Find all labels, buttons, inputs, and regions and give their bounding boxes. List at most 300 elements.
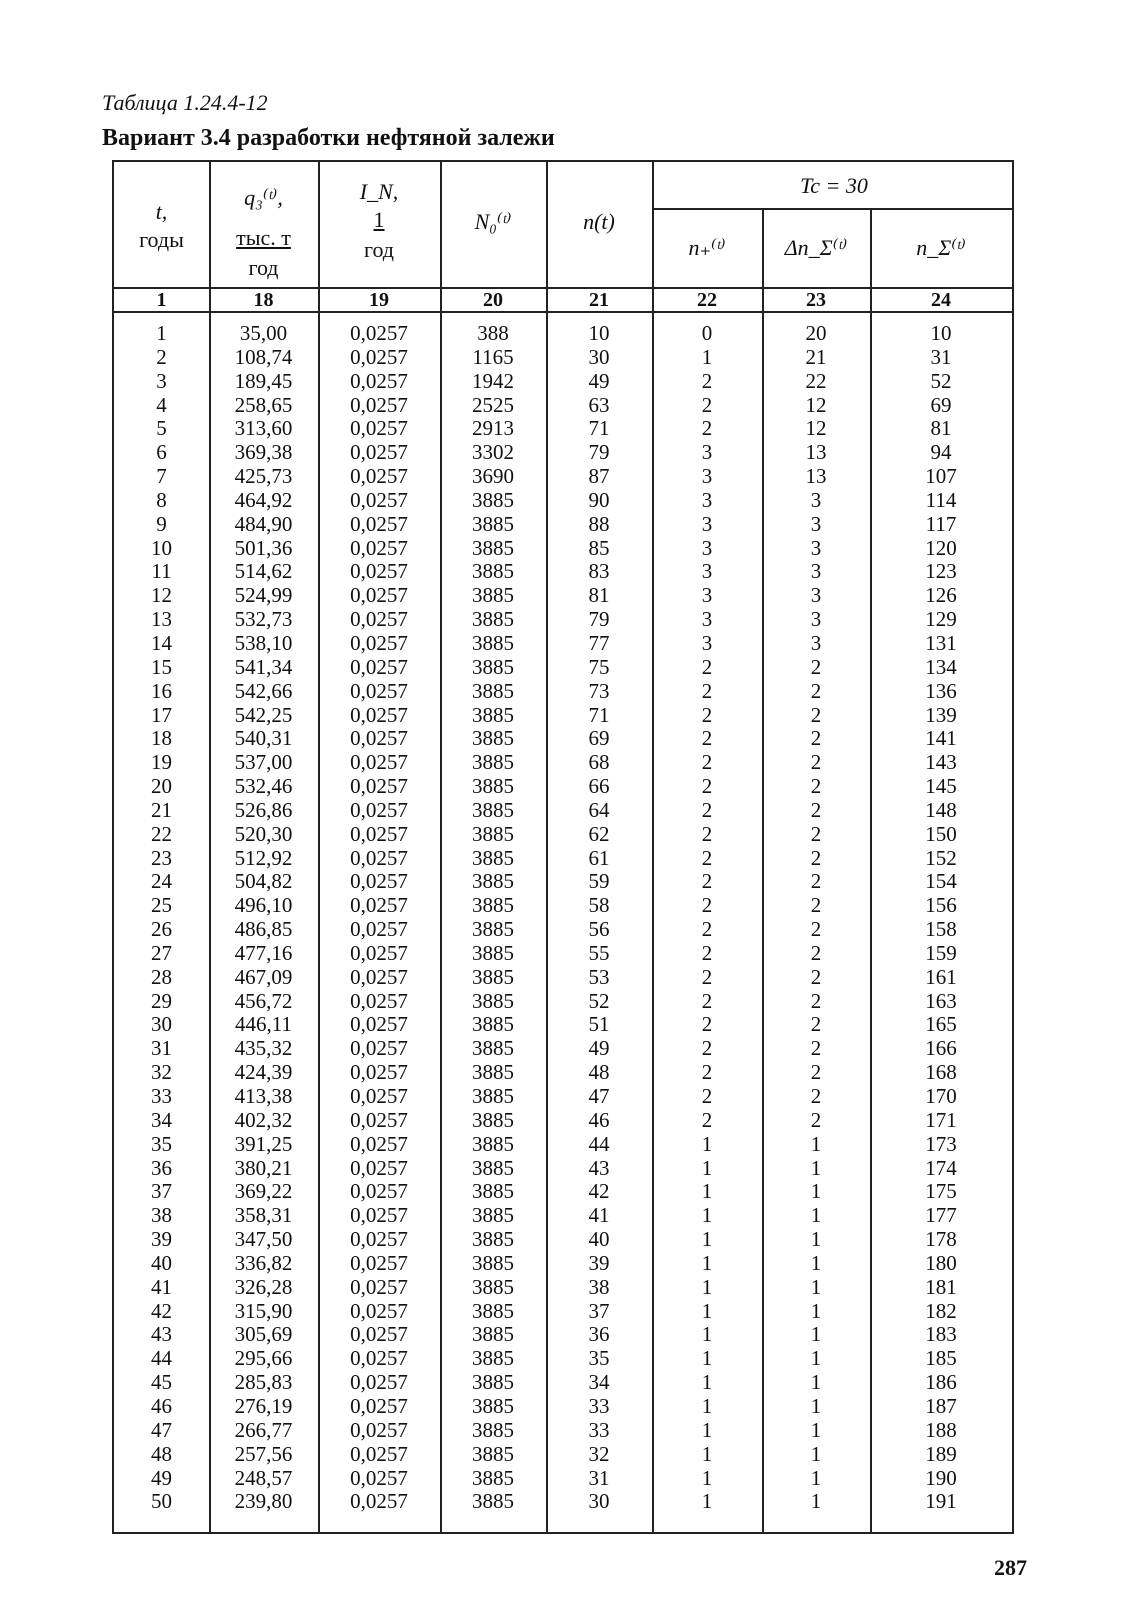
table-cell: 0,0257 [350, 1250, 408, 1275]
table-cell: 77 [588, 630, 610, 655]
table-cell: 3885 [472, 535, 514, 560]
table-cell: 49 [151, 1465, 172, 1490]
table-cell: 3 [701, 559, 713, 584]
table-cell: 3885 [472, 869, 514, 894]
table-cell: 81 [930, 416, 952, 441]
table-cell: 3885 [472, 1060, 514, 1085]
header-q: q₃⁽ᵗ⁾, [244, 185, 283, 210]
table-cell: 1 [701, 1179, 713, 1204]
table-cell: 467,09 [234, 964, 293, 989]
table-cell: 2 [810, 726, 822, 751]
table-cell: 2 [701, 392, 713, 417]
table-cell: 520,30 [234, 821, 293, 846]
table-cell: 0,0257 [350, 1131, 408, 1156]
table-cell: 0,0257 [350, 392, 408, 417]
table-cell: 0,0257 [350, 1489, 408, 1514]
table-cell: 3885 [472, 988, 514, 1013]
table-cell: 19 [151, 750, 172, 775]
table-cell: 48 [588, 1060, 610, 1085]
table-cell: 83 [588, 559, 610, 584]
table-cell: 239,80 [234, 1489, 293, 1514]
table-cell: 42 [588, 1179, 610, 1204]
table-cell: 3885 [472, 1489, 514, 1514]
table-cell: 174 [925, 1155, 957, 1180]
table-cell: 3 [810, 487, 822, 512]
table-cell: 0,0257 [350, 1036, 408, 1061]
table-cell: 136 [925, 678, 957, 703]
header-nt: n(t) [583, 209, 615, 234]
table-cell: 496,10 [234, 893, 293, 918]
table-cell: 1 [701, 344, 713, 369]
table-cell: 30 [151, 1012, 172, 1037]
table-cell: 12 [805, 392, 827, 417]
table-cell: 464,92 [234, 487, 293, 512]
table-cell: 3885 [472, 1370, 514, 1395]
table-cell: 0,0257 [350, 702, 408, 727]
table-cell: 43 [588, 1155, 610, 1180]
table-cell: 139 [925, 702, 957, 727]
table-cell: 3 [810, 559, 822, 584]
table-cell: 1 [810, 1370, 822, 1395]
header-t-unit: годы [139, 227, 184, 252]
table-cell: 0,0257 [350, 869, 408, 894]
table-cell: 3885 [472, 1250, 514, 1275]
column-q [209, 322, 318, 1514]
table-cell: 3885 [472, 1298, 514, 1323]
header-t: t, [155, 199, 168, 224]
table-cell: 336,82 [234, 1250, 293, 1275]
table-cell: 39 [588, 1250, 610, 1275]
header-tc: Tc = 30 [800, 173, 868, 198]
table-cell: 3885 [472, 1084, 514, 1108]
col-number: 20 [483, 289, 503, 311]
table-cell: 3 [810, 607, 822, 632]
table-cell: 542,25 [234, 702, 293, 727]
table-cell: 3885 [472, 1012, 514, 1037]
table-cell: 0,0257 [350, 1322, 408, 1347]
table-cell: 71 [588, 702, 610, 727]
table-cell: 3885 [472, 1203, 514, 1228]
table-caption: Таблица 1.24.4-12 [102, 90, 268, 115]
table-cell: 154 [925, 869, 957, 894]
table-cell: 73 [588, 678, 610, 703]
table-cell: 0,0257 [350, 559, 408, 584]
table-cell: 13 [805, 440, 827, 465]
table-cell: 2 [701, 869, 713, 894]
table-cell: 1 [701, 1155, 713, 1180]
table-cell: 13 [151, 607, 172, 632]
table-cell: 126 [925, 583, 957, 608]
table-cell: 35 [151, 1131, 172, 1156]
table-cell: 29 [151, 988, 172, 1013]
table-cell: 71 [588, 416, 610, 441]
table-cell: 33 [588, 1417, 610, 1442]
table-cell: 55 [588, 940, 610, 965]
table-cell: 107 [925, 464, 957, 489]
table-cell: 0,0257 [350, 344, 408, 369]
table-cell: 358,31 [234, 1203, 293, 1228]
table-cell: 23 [151, 845, 172, 870]
column-n0 [440, 322, 546, 1514]
table-cell: 173 [925, 1131, 957, 1156]
table-cell: 0,0257 [350, 774, 408, 799]
table-cell: 87 [588, 464, 610, 489]
column-t [114, 322, 209, 1514]
table-cell: 88 [588, 511, 610, 536]
table-cell: 3690 [472, 464, 514, 489]
table-cell: 171 [925, 1107, 957, 1132]
col-number: 22 [697, 289, 717, 311]
table-cell: 64 [588, 797, 610, 822]
table-cell: 3302 [472, 440, 514, 465]
table-cell: 17 [151, 702, 172, 727]
table-cell: 477,16 [234, 940, 293, 965]
table-cell: 2 [701, 845, 713, 870]
table-cell: 1 [701, 1274, 713, 1299]
table-cell: 425,73 [234, 464, 293, 489]
table-cell: 0,0257 [350, 654, 408, 679]
table-cell: 161 [925, 964, 957, 989]
table-cell: 94 [930, 440, 952, 465]
table-cell: 3 [701, 487, 713, 512]
table-cell: 168 [925, 1060, 957, 1085]
table-cell: 35,00 [239, 321, 288, 345]
table-cell: 1 [701, 1393, 713, 1418]
table-cell: 2 [810, 845, 822, 870]
table-cell: 52 [588, 988, 610, 1013]
header-i: I_N, [359, 179, 399, 204]
table-cell: 66 [588, 774, 610, 799]
table-cell: 1 [810, 1131, 822, 1156]
table-cell: 31 [588, 1465, 610, 1490]
table-cell: 3 [701, 630, 713, 655]
table-cell: 1 [701, 1441, 713, 1466]
table-cell: 3 [810, 511, 822, 536]
table-cell: 166 [925, 1036, 957, 1061]
table-cell: 48 [151, 1441, 172, 1466]
table-cell: 0,0257 [350, 1441, 408, 1466]
table-cell: 3885 [472, 607, 514, 632]
table-cell: 0,0257 [350, 607, 408, 632]
table-cell: 33 [151, 1084, 172, 1108]
table-cell: 170 [925, 1084, 957, 1108]
table-cell: 2 [701, 797, 713, 822]
table-cell: 1942 [472, 368, 514, 393]
column-nt [546, 322, 652, 1514]
col-number: 23 [806, 289, 826, 311]
table-cell: 0,0257 [350, 917, 408, 942]
table-cell: 2 [810, 797, 822, 822]
header-nplus: n₊⁽ᵗ⁾ [688, 235, 726, 260]
table-cell: 53 [588, 964, 610, 989]
table-cell: 3885 [472, 1393, 514, 1418]
table-cell: 3 [701, 583, 713, 608]
table-cell: 11 [151, 559, 172, 584]
table-cell: 32 [588, 1441, 610, 1466]
table-cell: 191 [925, 1489, 957, 1514]
table-cell: 0,0257 [350, 964, 408, 989]
table-cell: 1 [701, 1465, 713, 1490]
table-cell: 188 [925, 1417, 957, 1442]
header-i-unit-bottom: год [363, 237, 395, 262]
table-cell: 69 [930, 392, 952, 417]
table-cell: 2 [810, 988, 822, 1013]
table-cell: 178 [925, 1227, 957, 1252]
table-cell: 2525 [472, 392, 514, 417]
table-cell: 1 [810, 1393, 822, 1418]
table-cell: 3885 [472, 845, 514, 870]
table-cell: 38 [151, 1203, 172, 1228]
table-cell: 175 [925, 1179, 957, 1204]
table-cell: 120 [925, 535, 957, 560]
table-cell: 31 [151, 1036, 172, 1061]
table-cell: 2 [810, 869, 822, 894]
table-cell: 0,0257 [350, 845, 408, 870]
table-cell: 22 [805, 368, 827, 393]
table-cell: 90 [588, 487, 610, 512]
table-cell: 159 [925, 940, 957, 965]
col-number: 19 [369, 289, 389, 311]
table-cell: 369,38 [234, 440, 293, 465]
tc-divider [652, 208, 1012, 210]
table-cell: 3 [810, 535, 822, 560]
table-cell: 0,0257 [350, 416, 408, 441]
table-cell: 177 [925, 1203, 957, 1228]
table-cell: 258,65 [234, 392, 293, 417]
table-cell: 3 [701, 440, 713, 465]
table-cell: 40 [151, 1250, 172, 1275]
table-cell: 1 [810, 1441, 822, 1466]
table-cell: 3 [810, 583, 822, 608]
table-cell: 45 [151, 1370, 172, 1395]
table-cell: 0,0257 [350, 1298, 408, 1323]
table-cell: 59 [588, 869, 610, 894]
table-cell: 2 [701, 368, 713, 393]
table-cell: 63 [588, 392, 610, 417]
col-number: 24 [931, 289, 951, 311]
table-cell: 456,72 [234, 988, 293, 1013]
table-cell: 2 [810, 1107, 822, 1132]
table-cell: 1 [810, 1298, 822, 1323]
table-cell: 2 [701, 1036, 713, 1061]
table-cell: 3885 [472, 1107, 514, 1132]
table-cell: 540,31 [234, 726, 293, 751]
table-cell: 32 [151, 1060, 172, 1085]
table-cell: 1 [810, 1346, 822, 1371]
table-cell: 2 [701, 893, 713, 918]
table-cell: 3885 [472, 893, 514, 918]
table-cell: 18 [151, 726, 172, 751]
page-number: 287 [994, 1555, 1027, 1580]
table-cell: 1 [156, 321, 167, 345]
table-cell: 123 [925, 559, 957, 584]
table-cell: 0,0257 [350, 440, 408, 465]
table-cell: 52 [930, 368, 952, 393]
table-cell: 3885 [472, 1465, 514, 1490]
table-cell: 1 [810, 1322, 822, 1347]
table-cell: 1 [810, 1203, 822, 1228]
table-cell: 1 [701, 1346, 713, 1371]
table-cell: 1 [810, 1489, 822, 1514]
table-cell: 0,0257 [350, 893, 408, 918]
table-cell: 369,22 [234, 1179, 293, 1204]
table-cell: 62 [588, 821, 610, 846]
column-dn [762, 322, 870, 1514]
header-q-unit-bottom: год [248, 255, 279, 280]
table-cell: 46 [588, 1107, 610, 1132]
table-cell: 257,56 [234, 1441, 293, 1466]
table-cell: 28 [151, 964, 172, 989]
table-cell: 2 [701, 654, 713, 679]
table-cell: 424,39 [234, 1060, 293, 1085]
table-cell: 2 [810, 917, 822, 942]
table-cell: 1165 [472, 344, 514, 369]
table-cell: 0,0257 [350, 1370, 408, 1395]
table-cell: 8 [156, 487, 167, 512]
table-cell: 3 [810, 630, 822, 655]
table-cell: 3885 [472, 1322, 514, 1347]
table-cell: 512,92 [234, 845, 293, 870]
table-cell: 0,0257 [350, 726, 408, 751]
table-cell: 501,36 [234, 535, 293, 560]
table-title: Вариант 3.4 разработки нефтяной залежи [102, 125, 555, 151]
table-cell: 12 [151, 583, 172, 608]
table-cell: 143 [925, 750, 957, 775]
table-cell: 2 [701, 917, 713, 942]
table-cell: 81 [588, 583, 610, 608]
table-cell: 3885 [472, 702, 514, 727]
table-cell: 189,45 [234, 368, 293, 393]
table-cell: 2 [701, 774, 713, 799]
column-nplus [652, 322, 762, 1514]
table-cell: 0,0257 [350, 1227, 408, 1252]
table-cell: 3885 [472, 726, 514, 751]
table-cell: 3885 [472, 750, 514, 775]
table-cell: 532,46 [234, 774, 293, 799]
table-cell: 2 [810, 750, 822, 775]
table-cell: 0,0257 [350, 1203, 408, 1228]
col-number: 1 [156, 289, 167, 311]
table-cell: 49 [588, 1036, 610, 1061]
table-cell: 486,85 [234, 917, 293, 942]
table-cell: 47 [588, 1084, 610, 1108]
table-cell: 4 [156, 392, 167, 417]
table-cell: 158 [925, 917, 957, 942]
table-cell: 313,60 [234, 416, 293, 441]
table-cell: 3885 [472, 1417, 514, 1442]
table-cell: 131 [925, 630, 957, 655]
table-cell: 22 [151, 821, 172, 846]
header-n0: N₀⁽ᵗ⁾ [474, 209, 512, 234]
table-cell: 2 [701, 1012, 713, 1037]
table-cell: 21 [151, 797, 172, 822]
table-cell: 163 [925, 988, 957, 1013]
table-cell: 7 [156, 464, 167, 489]
table-cell: 2 [701, 678, 713, 703]
table-cell: 0,0257 [350, 1012, 408, 1037]
table-cell: 6 [156, 440, 167, 465]
table-cell: 148 [925, 797, 957, 822]
table-cell: 34 [588, 1370, 610, 1395]
table-cell: 1 [810, 1274, 822, 1299]
table-cell: 2 [701, 964, 713, 989]
table-cell: 186 [925, 1370, 957, 1395]
table-cell: 3 [701, 535, 713, 560]
table-cell: 0,0257 [350, 1274, 408, 1299]
table-cell: 20 [151, 774, 172, 799]
col-number: 21 [589, 289, 609, 311]
table-cell: 2 [810, 1060, 822, 1085]
table-cell: 3885 [472, 487, 514, 512]
table-cell: 9 [156, 511, 167, 536]
table-cell: 526,86 [234, 797, 293, 822]
table-cell: 2 [701, 1084, 713, 1108]
table-cell: 0,0257 [350, 368, 408, 393]
table-cell: 0,0257 [350, 1107, 408, 1132]
table-cell: 0,0257 [350, 988, 408, 1013]
table-cell: 532,73 [234, 607, 293, 632]
table-cell: 1 [810, 1250, 822, 1275]
table-cell: 2 [701, 1060, 713, 1085]
table-cell: 85 [588, 535, 610, 560]
table-cell: 38 [588, 1274, 610, 1299]
table-cell: 541,34 [234, 654, 293, 679]
table-cell: 75 [588, 654, 610, 679]
table-cell: 44 [588, 1131, 610, 1156]
header-i-unit-top: 1 [373, 207, 385, 232]
table-cell: 3885 [472, 583, 514, 608]
table-cell: 141 [925, 726, 957, 751]
table-cell: 145 [925, 774, 957, 799]
table-cell: 47 [151, 1417, 172, 1442]
table-cell: 3885 [472, 1036, 514, 1061]
table-cell: 51 [588, 1012, 610, 1037]
table-cell: 41 [151, 1274, 172, 1299]
table-cell: 3885 [472, 917, 514, 942]
table-cell: 187 [925, 1393, 957, 1418]
table-cell: 2 [701, 1107, 713, 1132]
table-cell: 14 [151, 630, 172, 655]
table-cell: 3885 [472, 1131, 514, 1156]
table-cell: 1 [810, 1417, 822, 1442]
table-cell: 2 [701, 416, 713, 441]
table-cell: 30 [588, 1489, 610, 1514]
table-cell: 0,0257 [350, 797, 408, 822]
table-cell: 50 [151, 1489, 172, 1514]
table-cell: 326,28 [234, 1274, 293, 1299]
table-cell: 26 [151, 917, 172, 942]
column-nsum [870, 322, 1012, 1514]
table-cell: 276,19 [234, 1393, 293, 1418]
table-cell: 165 [925, 1012, 957, 1037]
table-cell: 2 [701, 750, 713, 775]
table-cell: 0 [701, 321, 713, 345]
table-cell: 129 [925, 607, 957, 632]
table-cell: 3885 [472, 774, 514, 799]
table-cell: 152 [925, 845, 957, 870]
table-cell: 2 [810, 774, 822, 799]
table-cell: 3 [701, 464, 713, 489]
table-cell: 10 [930, 321, 952, 345]
table-cell: 538,10 [234, 630, 293, 655]
table-cell: 0,0257 [350, 678, 408, 703]
table-cell: 41 [588, 1203, 610, 1228]
table-cell: 185 [925, 1346, 957, 1371]
table-cell: 44 [151, 1346, 172, 1371]
table-cell: 3885 [472, 678, 514, 703]
table-cell: 3885 [472, 511, 514, 536]
table-cell: 266,77 [234, 1417, 293, 1442]
